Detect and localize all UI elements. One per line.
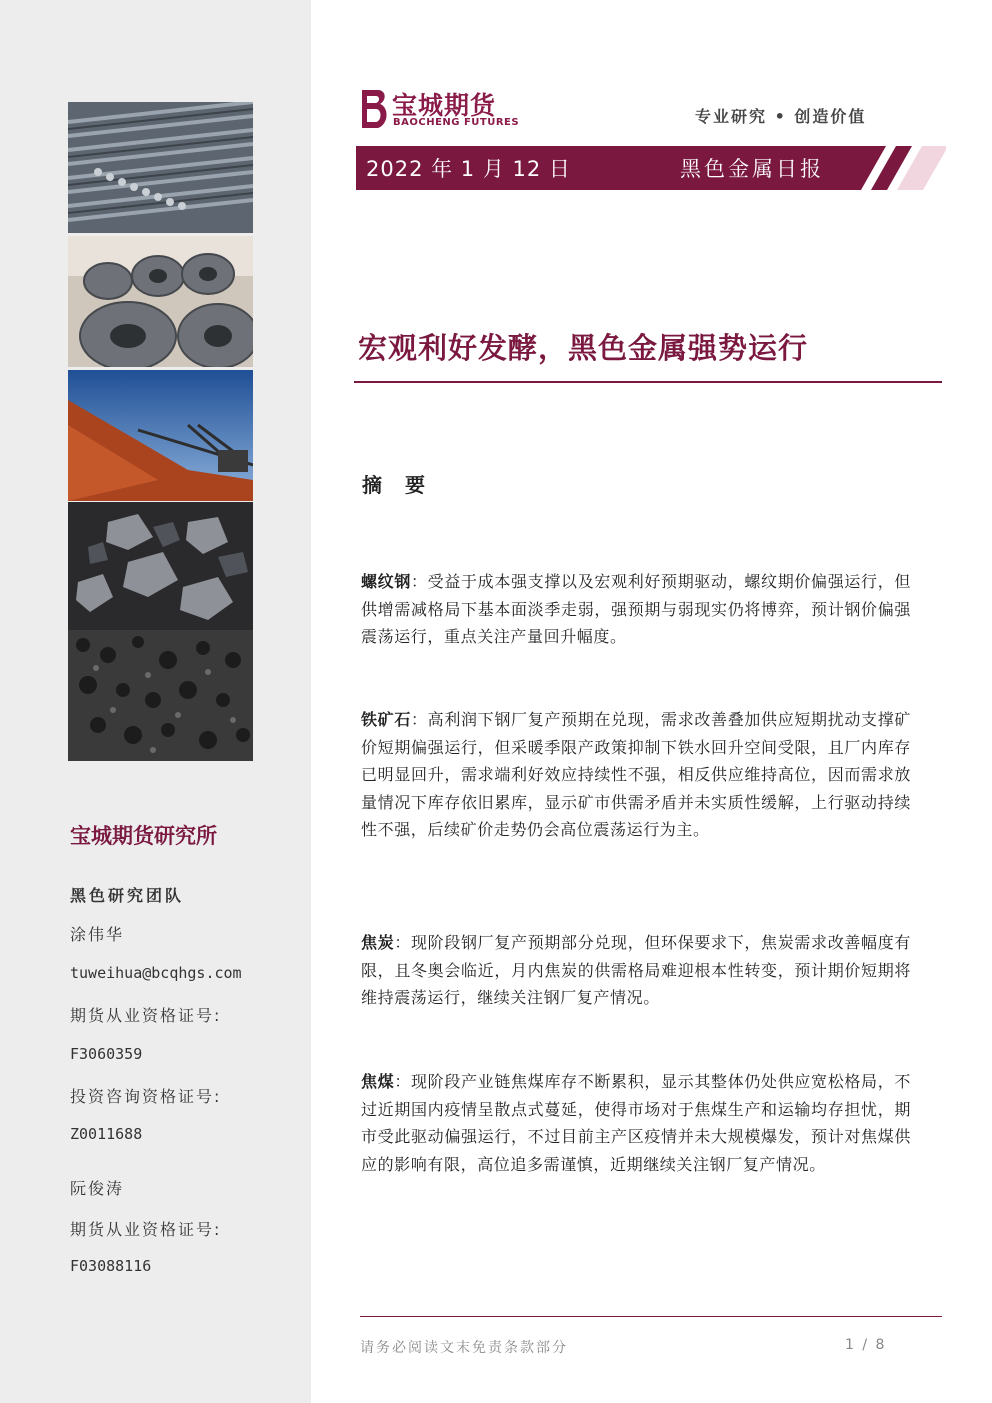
iron-ore-stacker-photo xyxy=(68,370,253,501)
rebar-photo xyxy=(68,102,253,233)
iron-ore-paragraph xyxy=(361,706,911,844)
report-headline: 宏观利好发酵，黑色金属强势运行 xyxy=(358,331,809,365)
coke-paragraph xyxy=(361,929,911,1012)
paragraph-lead: 焦炭 xyxy=(361,933,395,952)
paragraph-lead: 铁矿石 xyxy=(361,710,412,729)
advisory-license-label: 投资咨询资格证号: xyxy=(70,1087,222,1106)
rebar-paragraph xyxy=(361,568,911,651)
logo-mark-icon xyxy=(356,86,390,132)
logo-chinese-name: 宝城期货 xyxy=(392,91,497,120)
coke-pile-photo xyxy=(68,630,253,761)
summary-heading: 摘 要 xyxy=(362,473,433,497)
paragraph-body: ：高利润下钢厂复产预期在兑现，需求改善叠加供应短期扰动支撑矿价短期偏强运行，但采暖季限产政策抑制下铁水回升空间受限，且厂内库存已明显回升，需求端利好效应持续性不强，相反供应维持高位，因而需求放量情况下库存依旧累库，显示矿市供需矛盾并未实质性缓解，上行驱动持续性不强，后续矿价走势仍会高位震荡运行为主。 xyxy=(361,710,911,839)
paragraph-body: ：现阶段产业链焦煤库存不断累积，显示其整体仍处供应宽松格局，不过近期国内疫情呈散点式蔓延，使得市场对于焦煤生产和运输均存担忧，期市受此驱动偏强运行，不过目前主产区疫情并未大规模爆发，预计对焦煤供应的影响有限，高位追多需谨慎，近期继续关注钢厂复产情况。 xyxy=(361,1072,911,1174)
team-name: 黑色研究团队 xyxy=(70,886,185,905)
futures-license-label: 期货从业资格证号: xyxy=(70,1006,222,1025)
headline-divider xyxy=(354,381,942,383)
futures-license-number: F3060359 xyxy=(70,1045,143,1063)
company-slogan: 专业研究 • 创造价值 xyxy=(695,107,867,126)
analyst-name: 阮俊涛 xyxy=(70,1179,125,1198)
logo-english-name: BAOCHENG FUTURES xyxy=(393,117,520,128)
futures-license-label: 期货从业资格证号: xyxy=(70,1220,222,1239)
institute-name: 宝城期货研究所 xyxy=(70,824,217,848)
paragraph-body: ：现阶段钢厂复产预期部分兑现，但环保要求下，焦炭需求改善幅度有限，且冬奥会临近，月内焦炭的供需格局难迎根本性转变，预计期价短期将维持震荡运行，继续关注钢厂复产情况。 xyxy=(361,933,911,1007)
steel-coil-photo xyxy=(68,236,253,367)
report-type: 黑色金属日报 xyxy=(680,157,824,181)
page-number: 1 / 8 xyxy=(845,1337,887,1353)
advisory-license-number: Z0011688 xyxy=(70,1125,143,1143)
report-date: 2022 年 1 月 12 日 xyxy=(366,157,571,181)
paragraph-body: ：受益于成本强支撑以及宏观利好预期驱动，螺纹期价偏强运行，但供增需减格局下基本面淡季走弱，强预期与弱现实仍将博弈，预计钢价偏强震荡运行，重点关注产量回升幅度。 xyxy=(361,572,911,646)
disclaimer-note: 请务必阅读文末免责条款部分 xyxy=(360,1340,568,1356)
paragraph-lead: 焦煤 xyxy=(361,1072,395,1091)
coking-coal-paragraph xyxy=(361,1068,911,1178)
paragraph-lead: 螺纹钢 xyxy=(361,572,412,591)
left-sidebar xyxy=(0,0,311,1403)
analyst-email: tuweihua@bcqhgs.com xyxy=(70,964,242,982)
coal-lumps-photo xyxy=(68,502,253,630)
company-logo xyxy=(356,86,526,134)
footer-divider xyxy=(360,1316,942,1317)
analyst-name: 涂伟华 xyxy=(70,925,125,944)
futures-license-number: F03088116 xyxy=(70,1257,152,1275)
